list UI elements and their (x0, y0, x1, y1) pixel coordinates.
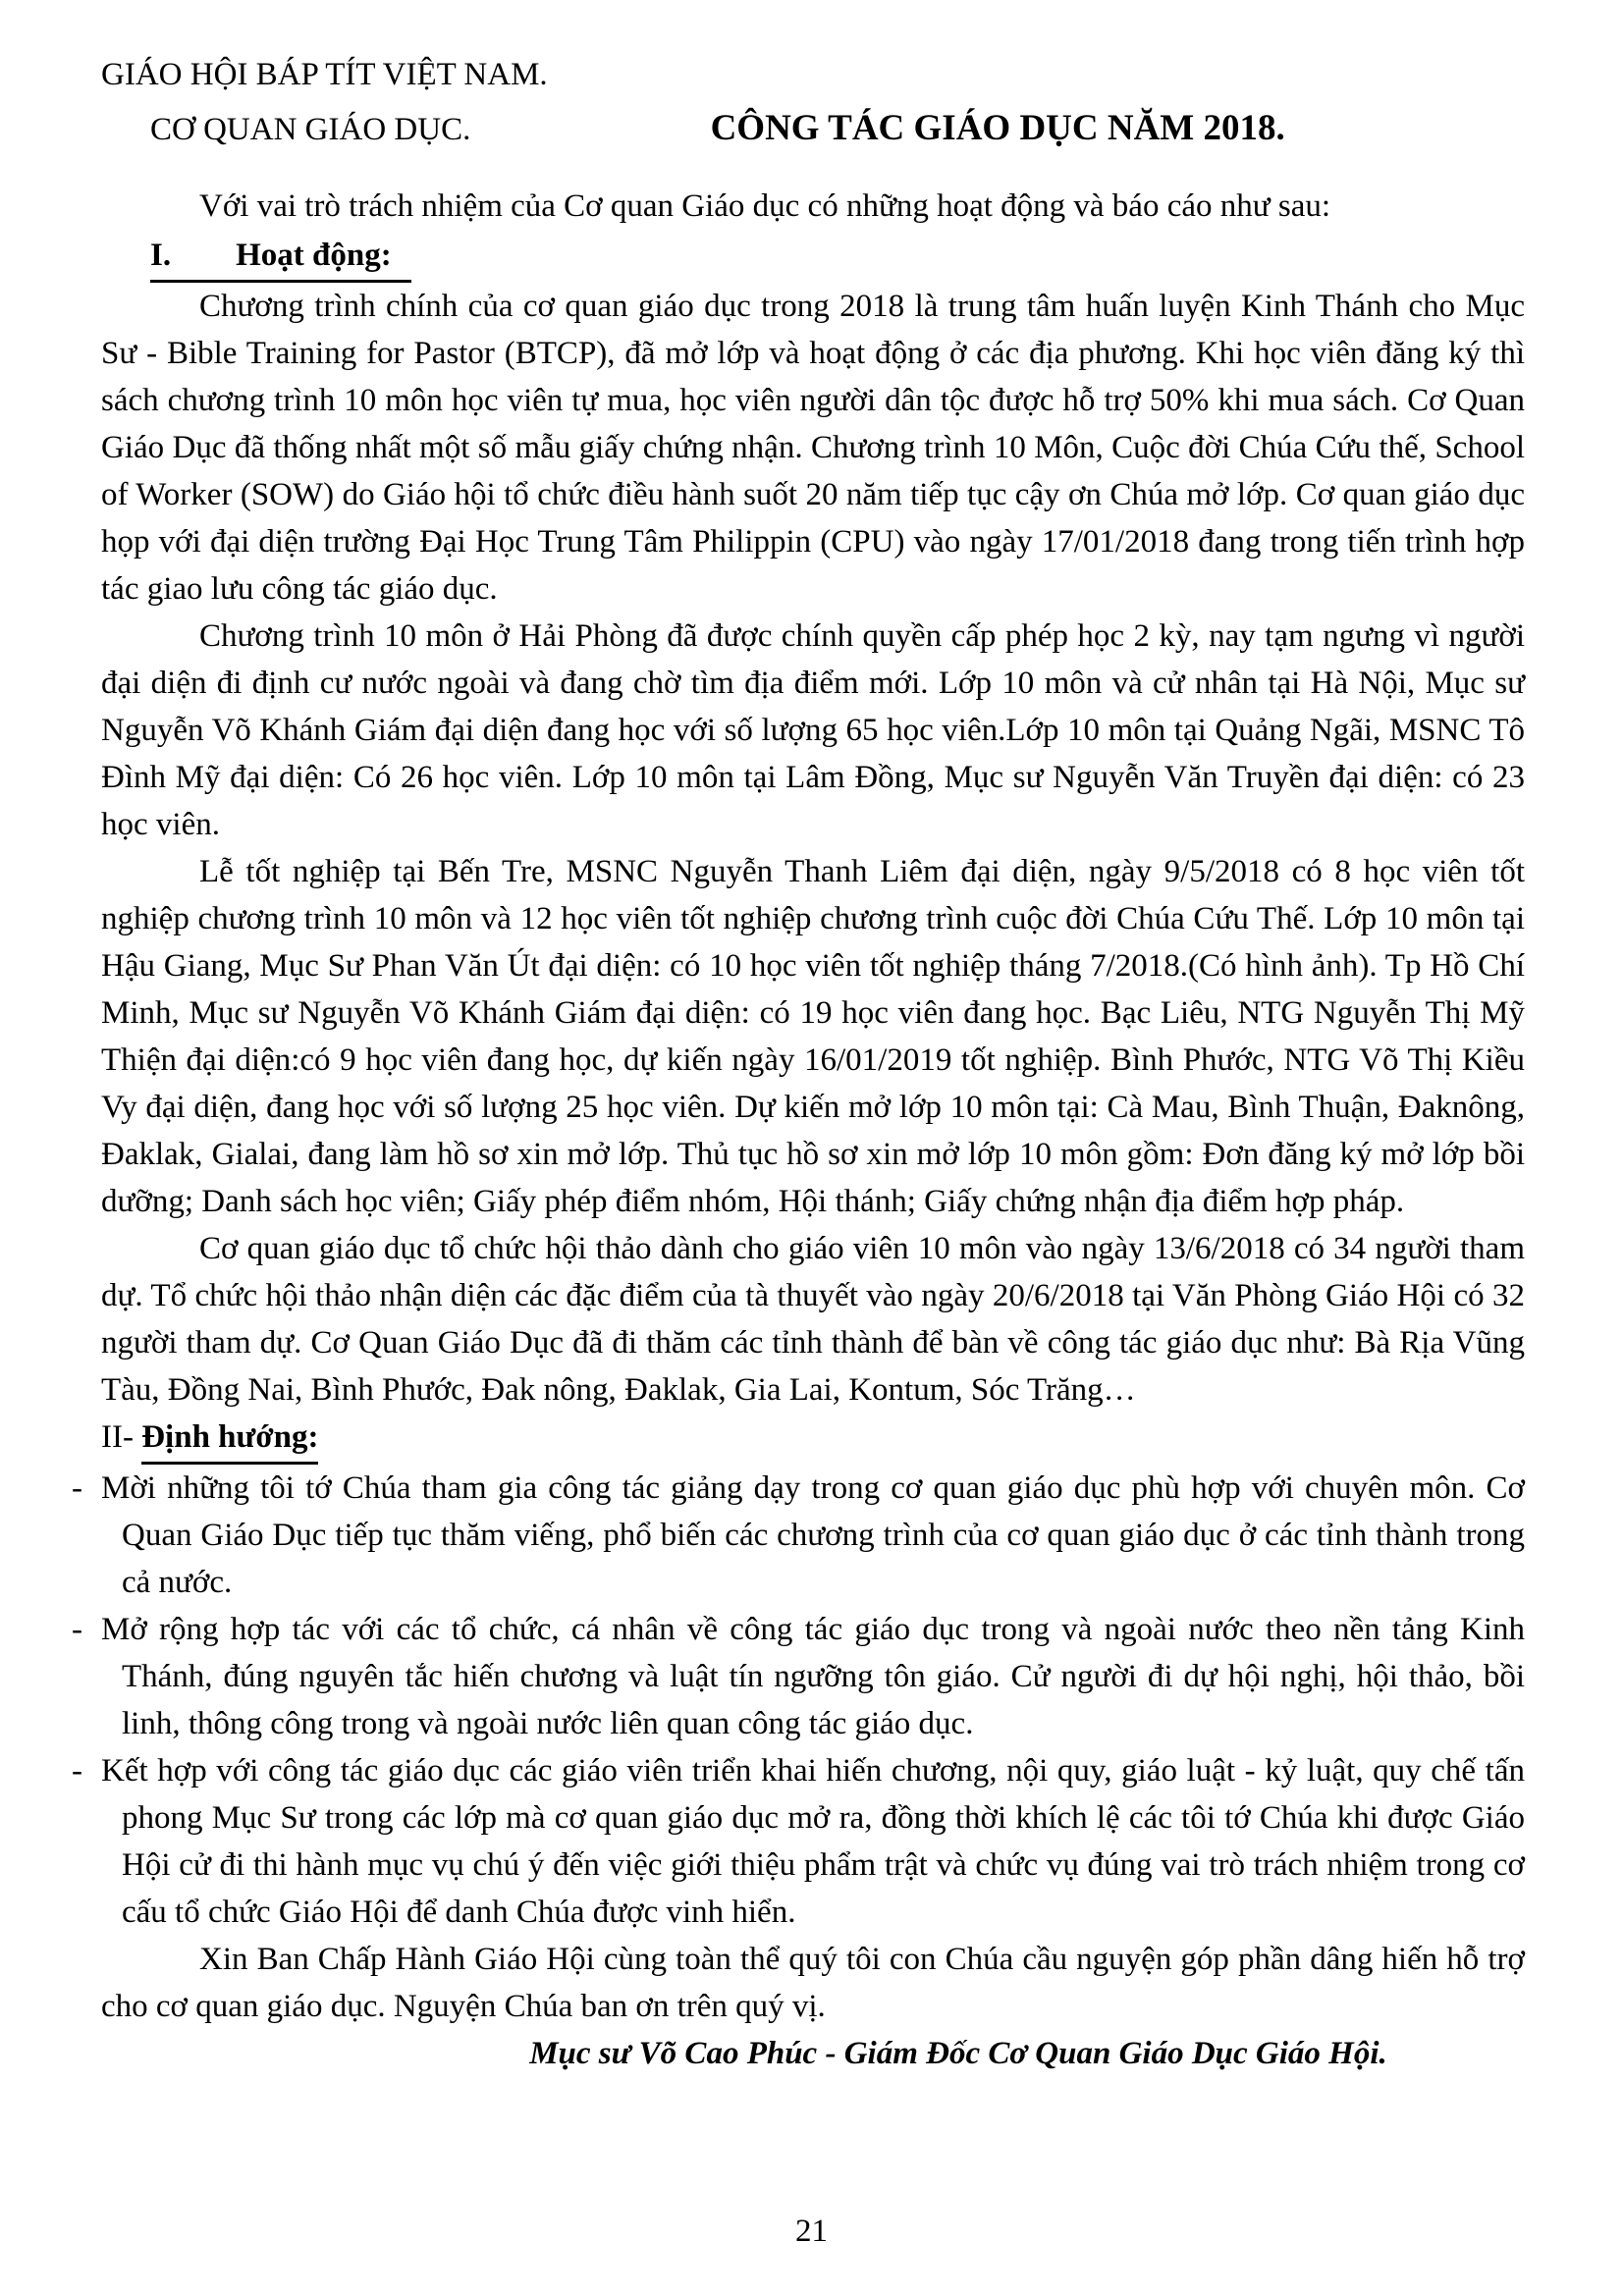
org-name-line1: GIÁO HỘI BÁP TÍT VIỆT NAM. (101, 57, 548, 92)
report-title: CÔNG TÁC GIÁO DỤC NĂM 2018. (710, 108, 1285, 148)
section-2-heading (101, 1414, 1525, 1465)
signature-line: Mục sư Võ Cao Phúc - Giám Đốc Cơ Quan Giáo Dục Giáo Hội. (529, 2036, 1387, 2071)
bullet-item (72, 1465, 1525, 1606)
section-1-numeral: I. (150, 238, 172, 273)
paragraph-activities-1: Chương trình chính của cơ quan giáo dục trong 2018 là trung tâm huấn luyện Kinh Thánh cho Mục Sư - Bible Training for Pastor (BTCP), đã mở lớp và hoạt động ở các địa phương. Khi học viên đăng ký thì sách chương trình 10 môn học viên tự mua, học viên người dân tộc được hỗ trợ 50% khi mua sách. Cơ Quan Giáo Dục đã thống nhất một số mẫu giấy chứng nhận. Chương trình 10 Môn, Cuộc đời Chúa Cứu thế, School of Worker (SOW) do Giáo hội tổ chức điều hành suốt 20 năm tiếp tục cậy ơn Chúa mở lớp. Cơ quan giáo dục họp với đại diện trường Đại Học Trung Tâm Philippin (CPU) vào ngày 17/01/2018 đang trong tiến trình hợp tác giao lưu công tác giáo dục. (101, 289, 1525, 607)
directions-bullet-list (72, 1465, 1525, 1936)
bullet-text: Mở rộng hợp tác với các tổ chức, cá nhân về công tác giáo dục trong và ngoài nước theo nền tảng Kinh Thánh, đúng nguyên tắc hiến chương và luật tín ngưỡng tôn giáo. Cử người đi dự hội nghị, hội thảo, bồi linh, thông công trong và ngoài nước liên quan công tác giáo dục. (101, 1612, 1525, 1741)
paragraph-activities-4: Cơ quan giáo dục tổ chức hội thảo dành cho giáo viên 10 môn vào ngày 13/6/2018 có 34 người tham dự. Tổ chức hội thảo nhận diện các đặc điểm của tà thuyết vào ngày 20/6/2018 tại Văn Phòng Giáo Hội có 32 người tham dự. Cơ Quan Giáo Dục đã đi thăm các tỉnh thành để bàn về công tác giáo dục như: Bà Rịa Vũng Tàu, Đồng Nai, Bình Phước, Đak nông, Đaklak, Gia Lai, Kontum, Sóc Trăng… (101, 1231, 1525, 1408)
bullet-text: Mời những tôi tớ Chúa tham gia công tác giảng dạy trong cơ quan giáo dục phù hợp với chuyên môn. Cơ Quan Giáo Dục tiếp tục thăm viếng, phổ biến các chương trình của cơ quan giáo dục ở các tỉnh thành trong cả nước. (101, 1470, 1525, 1600)
header-line2 (101, 105, 1525, 153)
bullet-text: Kết hợp với công tác giáo dục các giáo viên triển khai hiến chương, nội quy, giáo luật - kỷ luật, quy chế tấn phong Mục Sư trong các lớp mà cơ quan giáo dục mở ra, đồng thời khích lệ các tôi tớ Chúa khi được Giáo Hội cử đi thi hành mục vụ chú ý đến việc giới thiệu phẩm trật và chức vụ đúng vai trò trách nhiệm trong cơ cấu tổ chức Giáo Hội để danh Chúa được vinh hiển. (101, 1753, 1525, 1930)
bullet-item (72, 1747, 1525, 1936)
section-2-label: Định hướng: (141, 1414, 318, 1465)
bullet-dash-marker: - (72, 1470, 82, 1506)
page-number: 21 (795, 2214, 828, 2249)
paragraph-activities-3: Lễ tốt nghiệp tại Bến Tre, MSNC Nguyễn Thanh Liêm đại diện, ngày 9/5/2018 có 8 học viên tốt nghiệp chương trình 10 môn và 12 học viên tốt nghiệp chương trình cuộc đời Chúa Cứu Thế. Lớp 10 môn tại Hậu Giang, Mục Sư Phan Văn Út đại diện: có 10 học viên tốt nghiệp tháng 7/2018.(Có hình ảnh). Tp Hồ Chí Minh, Mục sư Nguyễn Võ Khánh Giám đại diện: có 19 học viên đang học. Bạc Liêu, NTG Nguyễn Thị Mỹ Thiện đại diện:có 9 học viên đang học, dự kiến ngày 16/01/2019 tốt nghiệp. Bình Phước, NTG Võ Thị Kiều Vy đại diện, đang học với số lượng 25 học viên. Dự kiến mở lớp 10 môn tại: Cà Mau, Bình Thuận, Đaknông, Đaklak, Gialai, đang làm hồ sơ xin mở lớp. Thủ tục hồ sơ xin mở lớp 10 môn gồm: Đơn đăng ký mở lớp bồi dưỡng; Danh sách học viên; Giấy phép điểm nhóm, Hội thánh; Giấy chứng nhận địa điểm hợp pháp. (101, 854, 1525, 1219)
closing-paragraph: Xin Ban Chấp Hành Giáo Hội cùng toàn thể quý tôi con Chúa cầu nguyện góp phần dâng hiến hỗ trợ cho cơ quan giáo dục. Nguyện Chúa ban ơn trên quý vị. (101, 1942, 1525, 2024)
section-1-heading-underline (150, 232, 411, 283)
bullet-dash-marker: - (72, 1753, 82, 1789)
section-1-label: Hoạt động: (236, 238, 392, 273)
section-2-numeral: II- (101, 1419, 134, 1455)
bullet-dash-marker: - (72, 1612, 82, 1647)
bullet-item (72, 1606, 1525, 1747)
paragraph-activities-2: Chương trình 10 môn ở Hải Phòng đã được chính quyền cấp phép học 2 kỳ, nay tạm ngưng vì người đại diện đi định cư nước ngoài và đang chờ tìm địa điểm mới. Lớp 10 môn và cử nhân tại Hà Nội, Mục sư Nguyễn Võ Khánh Giám đại diện đang học với số lượng 65 học viên.Lớp 10 môn tại Quảng Ngãi, MSNC Tô Đình Mỹ đại diện: Có 26 học viên. Lớp 10 môn tại Lâm Đồng, Mục sư Nguyễn Văn Truyền đại diện: có 23 học viên. (101, 618, 1525, 842)
section-1-heading (101, 232, 1525, 283)
org-name-line2: CƠ QUAN GIÁO DỤC. (150, 112, 471, 147)
intro-paragraph: Với vai trò trách nhiệm của Cơ quan Giáo dục có những hoạt động và báo cáo như sau: (199, 188, 1331, 224)
